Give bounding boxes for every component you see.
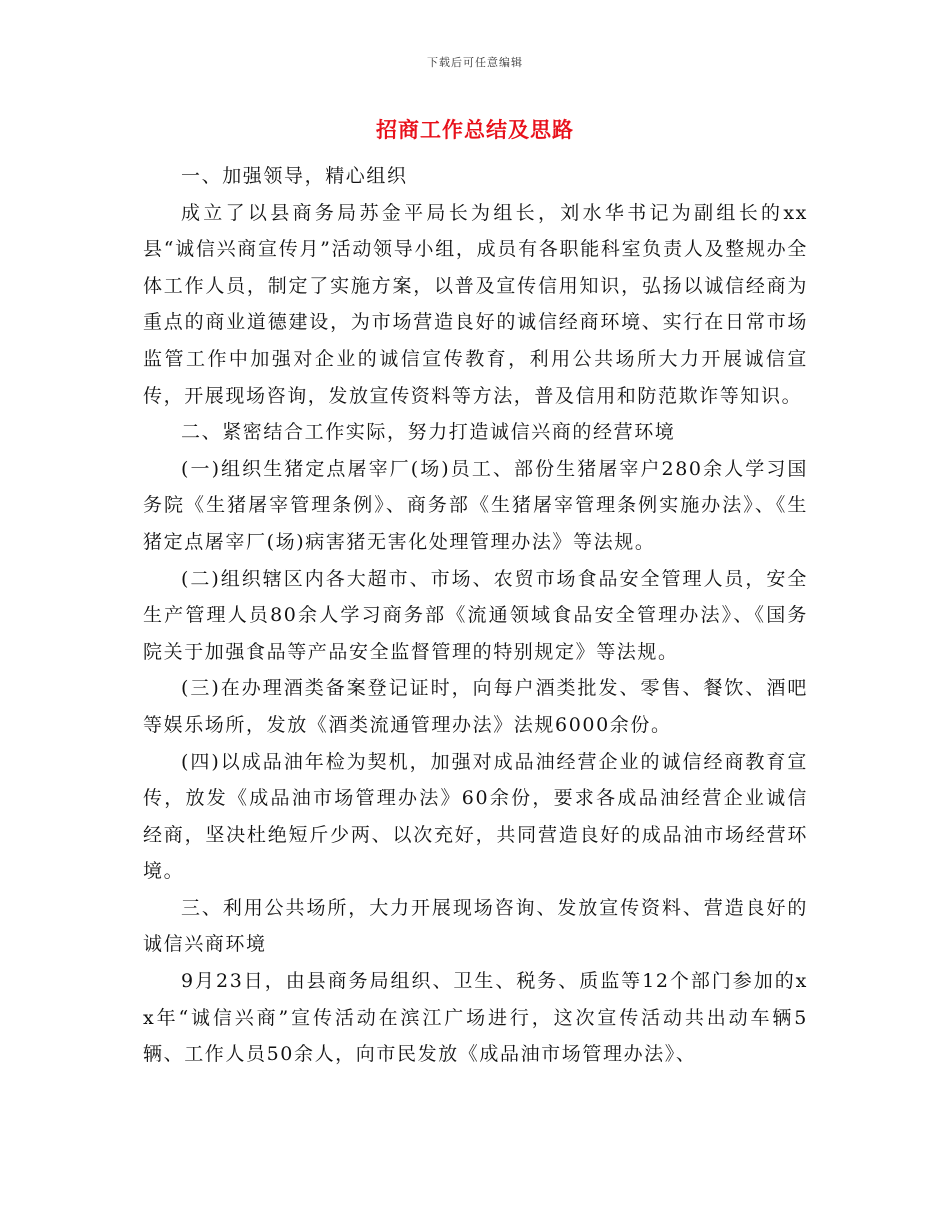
section-heading-3: 三、利用公共场所，大力开展现场咨询、发放宣传资料、营造良好的诚信兴商环境 [143, 896, 808, 956]
section-heading-2: 二、紧密结合工作实际，努力打造诚信兴商的经营环境 [181, 421, 676, 444]
paragraph-item-1: (一)组织生猪定点屠宰厂(场)员工、部份生猪屠宰户280余人学习国务院《生猪屠宰管理条例》、商务部《生猪屠宰管理条例实施办法》、《生猪定点屠宰厂(场)病害猪无害化处理管理办法》等法规。 [143, 457, 808, 553]
paragraph-item-4: (四)以成品油年检为契机，加强对成品油经营企业的诚信经商教育宣传，放发《成品油市场管理办法》60余份，要求各成品油经营企业诚信经商，坚决杜绝短斤少两、以次充好，共同营造良好的成品油市场经营环境。 [143, 750, 808, 883]
document-title: 招商工作总结及思路 [376, 117, 574, 142]
paragraph-item-2: (二)组织辖区内各大超市、市场、农贸市场食品安全管理人员，安全生产管理人员80余人学习商务部《流通领域食品安全管理办法》、《国务院关于加强食品等产品安全监督管理的特别规定》等法规。 [143, 567, 808, 663]
paragraph-leadership: 成立了以县商务局苏金平局长为组长，刘水华书记为副组长的xx县“诚信兴商宣传月”活动领导小组，成员有各职能科室负责人及整规办全体工作人员，制定了实施方案，以普及宣传信用知识，弘扬以诚信经商为重点的商业道德建设，为市场营造良好的诚信经商环境、实行在日常市场监管工作中加强对企业的诚信宣传教育，利用公共场所大力开展诚信宣传，开展现场咨询，发放宣传资料等方法，普及信用和防范欺诈等知识。 [143, 201, 808, 407]
section-heading-1: 一、加强领导，精心组织 [181, 165, 408, 187]
document-body [143, 158, 808, 1073]
paragraph-item-3: (三)在办理酒类备案登记证时，向每户酒类批发、零售、餐饮、酒吧等娱乐场所，发放《酒类流通管理办法》法规6000余份。 [143, 677, 808, 736]
header-note: 下载后可任意编辑 [427, 56, 523, 69]
paragraph-event: 9月23日，由县商务局组织、卫生、税务、质监等12个部门参加的xx年“诚信兴商”宣传活动在滨江广场进行，这次宣传活动共出动车辆5辆、工作人员50余人，向市民发放《成品油市场管理办法》、 [143, 970, 808, 1066]
